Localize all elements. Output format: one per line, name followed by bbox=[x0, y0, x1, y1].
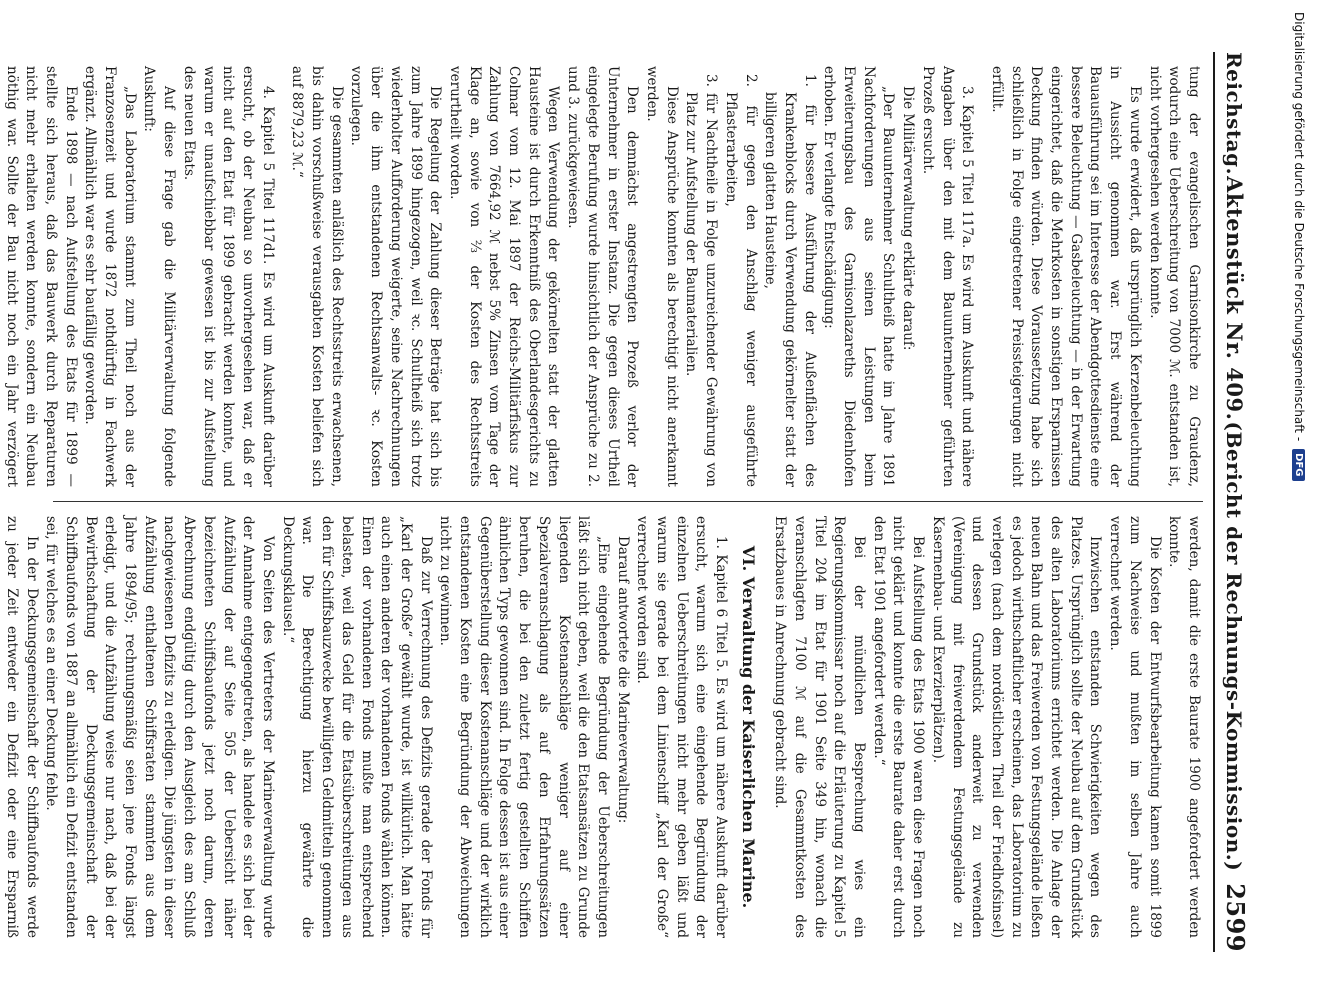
section-heading: VI. Verwaltung der Kaiserlichen Marine. bbox=[738, 545, 758, 909]
paragraph: Bei Aufstellung des Etats 1900 waren diese Fragen noch nicht geklärt und konnte die erste Baurate daher erst durch den Etat 1901 angefordert werden.“ bbox=[870, 516, 927, 938]
paragraph: Wegen Verwendung der gekörnelten statt der glatten Hausteine ist durch Erkenntniß des Oberlandesgerichts zu Colmar vom 12. Mai 1897 der Reichs-Militärfiskus zur Zahlung von 7664,92 ℳ nebst 5% Zinsen vom Tage der Klage an, sowie von ⅔ der Kosten des Rechtsstreits verurtheilt worden. bbox=[446, 66, 562, 487]
enumerated-item: 2. für gegen den Anschlag weniger ausgeführte Pflasterarbeiten, bbox=[722, 74, 759, 487]
running-header bbox=[1213, 52, 1250, 952]
paragraph: Daß zur Verrechnung des Defizits gerade der Fonds für „Karl der Große“ gewählt wurde, ist willkürlich. Man hätte auch einen anderen der vorhandenen Fonds wählen können. Einen der vorhandenen Fonds mußte man entsprechend belasten, weil das Geld für die Etatsüberschreitungen aus den für Schiffsbauzwecke bewilligten Geldmitteln genommen war. Die Berechtigung hierzu gewährte die Deckungsklausel.“ bbox=[279, 516, 434, 938]
paragraph: Bei der mündlichen Besprechung wies ein Regierungskommissar noch auf die Erläuterung zu Kapitel 5 Titel 204 im Etat für 1901 Seite 349 hin, wonach die veranschlagten 7100 ℳ auf die Gesammtkosten des Ersatzbaues in Anrechnung gebracht sind. bbox=[772, 516, 868, 938]
page-number: 2599 bbox=[1221, 883, 1250, 952]
header-right-text: (Bericht der Rechnungs-Kommission.) bbox=[1222, 421, 1246, 872]
paragraph: tung der evangelischen Garnisonkirche zu Graudenz, wodurch eine Ueberschreitung von 7000 ℳ. entstanden ist, nicht vorhergesehen werden konnte. bbox=[1146, 66, 1202, 487]
credit-text: Digitalisierung gefördert durch die Deutsche Forschungsgemeinschaft - bbox=[1292, 12, 1306, 442]
paragraph: 1. Kapitel 6 Titel 5. Es wird um nähere Auskunft darüber ersucht, warum sich eine eingehende Begründung der einzelnen Ueberschreitungen nicht mehr geben läßt und warum sie gerade bei dem Linienschiff „Karl der Große“ verrechnet worden sind. bbox=[634, 516, 730, 938]
paragraph: Diese Ansprüche konnten als berechtigt nicht anerkannt werden. bbox=[644, 66, 680, 487]
paragraph: Es wurde erwidert, daß ursprünglich Kerzenbeleuchtung in Aussicht genommen war. Erst während der Bauausführung sei im Interesse der Abendgottesdienste eine bessere Beleuchtung — Gasbeleuchtung — in der Erwartung eingerichtet, daß die Mehrkosten in sonstigen Ersparnissen Deckung finden würden. Diese Voraussetzung habe sich schließlich in Folge eingetretener Preissteigerungen nicht erfüllt. bbox=[988, 66, 1143, 487]
header-left: Reichstag. bbox=[1222, 52, 1246, 176]
paragraph: Die Militärverwaltung erklärte darauf: bbox=[900, 86, 917, 351]
paragraph: In der Deckungsgemeinschaft der Schiffbaufonds werde zu jeder Zeit entweder ein Defizit oder eine Ersparniß bbox=[3, 516, 40, 938]
paragraph: 4. Kapitel 5 Titel 117d1. Es wird um Auskunft darüber ersucht, ob der Neubau so unvorhergesehen war, daß er nicht auf den Etat für 1899 gebracht werden konnte, und warum er unaufschiebbar gewesen ist bis zur Aufstellung des neuen Etats. bbox=[180, 66, 276, 487]
enumerated-item: 1. für bessere Ausführung der Außenflächen des Krankenblocks durch Verwendung gekörnelter statt der billigeren glatten Hausteine, bbox=[762, 74, 818, 487]
paragraph: Von Seiten des Vertreters der Marineverwaltung wurde der Annahme entgegengetreten, als handele es sich bei der Aufzählung der auf Seite 505 der Uebersicht näher bezeichneten Schiffsbaufonds jetzt noch darum, deren Abrechnung endgültig durch den Ausgleich des am Schluß nachgewiesenen Defizits zu erledigen. Die jüngsten in dieser Aufzählung enthaltenen Schiffsraten stammten aus dem Jahre 1894/95; rechnungsmäßig seien jene Fonds längst erledigt, und die Aufzählung weise nur nach, daß bei der Bewirthschaftung der Deckungsgemeinschaft der Schiffbaufonds von 1887 an allmählich ein Defizit entstanden sei, für welches es an einer Deckung fehle. bbox=[43, 516, 276, 938]
paragraph: werden, damit die erste Baurate 1900 angefordert werden konnte. bbox=[1166, 516, 1202, 938]
paragraph: „Der Bauunternehmer Schultheiß hatte im Jahre 1891 Nachforderungen aus seinen Leistungen beim Erweiterungsbau des Garnisonlazareths Diedenhofen erhoben. Er verlangte Entschädigung: bbox=[821, 66, 897, 487]
paragraph: Auf diese Frage gab die Militärverwaltung folgende Auskunft: bbox=[141, 66, 178, 487]
header-right bbox=[1221, 421, 1250, 952]
paragraph: „Das Laboratorium stammt zum Theil noch aus der Franzosenzeit und wurde 1872 nothdürftig in Fachwerk ergänzt. Allmählich war es sehr baufällig geworden. bbox=[82, 66, 138, 487]
paragraph: Den demnächst angestrengten Prozeß verlor der Unternehmer in erster Instanz. Die gegen dieses Urtheil eingelegte Berufung wurde hinsichtlich der Ansprüche zu 2. und 3. zurückgewiesen. bbox=[565, 66, 641, 487]
paragraph: 3. Kapitel 5 Titel 117a. Es wird um Auskunft und nähere Angaben über den mit dem Bauunternehmer geführten Prozeß ersucht. bbox=[919, 66, 976, 487]
paragraph: Inzwischen entstanden Schwierigkeiten wegen des Platzes. Ursprünglich sollte der Neubau auf dem Grundstück des alten Laboratoriums errichtet werden. Die Anlage der neuen Bahn und das Freiwerden von Festungsgelände ließen es jedoch wirthschaftlicher erscheinen, das Laboratorium zu verlegen (nach dem nordöstlichen Theil der Friedhofsinsel) und dessen Grundstück anderweit zu verwenden (Vereinigung mit freiwerdendem Festungsgelände zu Kasernenbau- und Exerzierplätzen). bbox=[929, 516, 1104, 938]
paragraph: Ende 1898 — nach Aufstellung des Etats für 1899 — stellte sich heraus, daß das Bauwerk durch Reparaturen nicht mehr erhalten werden konnte, sondern ein Neubau nöthig war. Sollte der Bau nicht noch ein Jahr verzögert bbox=[3, 66, 79, 487]
paragraph: „Eine eingehende Begründung der Ueberschreitungen läßt sich nicht geben, weil die den Etatsansätzen zu Grunde liegenden Kostenanschläge weniger auf einer Spezialveranschlagung als auf den Erfahrungssätzen beruhen, die bei den zuletzt fertig gestellten Schiffen ähnlichen Typs gewonnen sind. In Folge dessen ist aus einer Gegenüberstellung dieser Kostenanschläge und der wirklich entstandenen Kosten eine Begründung der Abweichungen nicht zu gewinnen. bbox=[437, 516, 611, 938]
paragraph: Die Regelung der Zahlung dieser Beträge hat sich bis zum Jahre 1899 hingezogen, weil ꝛc. Schultheiß sich trotz wiederholter Aufforderung weigerte, seine Nachrechnungen über die ihm entstandenen Rechtsanwalts- ꝛc. Kosten vorzulegen. bbox=[348, 66, 444, 487]
paragraph: Die Kosten der Entwurfsbearbeitung kamen somit 1899 zum Nachweise und mußten im selben Jahre auch verrechnet werden. bbox=[1107, 516, 1163, 938]
header-center: Aktenstück Nr. 409. bbox=[1222, 176, 1247, 421]
paragraph-gap bbox=[976, 66, 986, 487]
text-columns bbox=[3, 52, 1203, 952]
paragraph: Darauf antwortete die Marineverwaltung: bbox=[614, 536, 631, 824]
paragraph: Die gesammten anläßlich des Rechtsstreits erwachsenen, bis dahin vorschußweise verausgabten Kosten beliefen sich auf 8879,23 ℳ.“ bbox=[289, 66, 345, 487]
left-column bbox=[3, 52, 1203, 502]
right-column bbox=[3, 502, 1203, 952]
margin-credit bbox=[1284, 12, 1314, 982]
dfg-logo-icon: DFG bbox=[1293, 449, 1306, 480]
margin-credit-text bbox=[1284, 12, 1314, 982]
enumerated-item: 3. für Nachtheile in Folge unzureichender Gewährung von Platz zur Aufstellung der Baumaterialien. bbox=[683, 74, 720, 487]
paragraph-gap bbox=[277, 66, 287, 487]
